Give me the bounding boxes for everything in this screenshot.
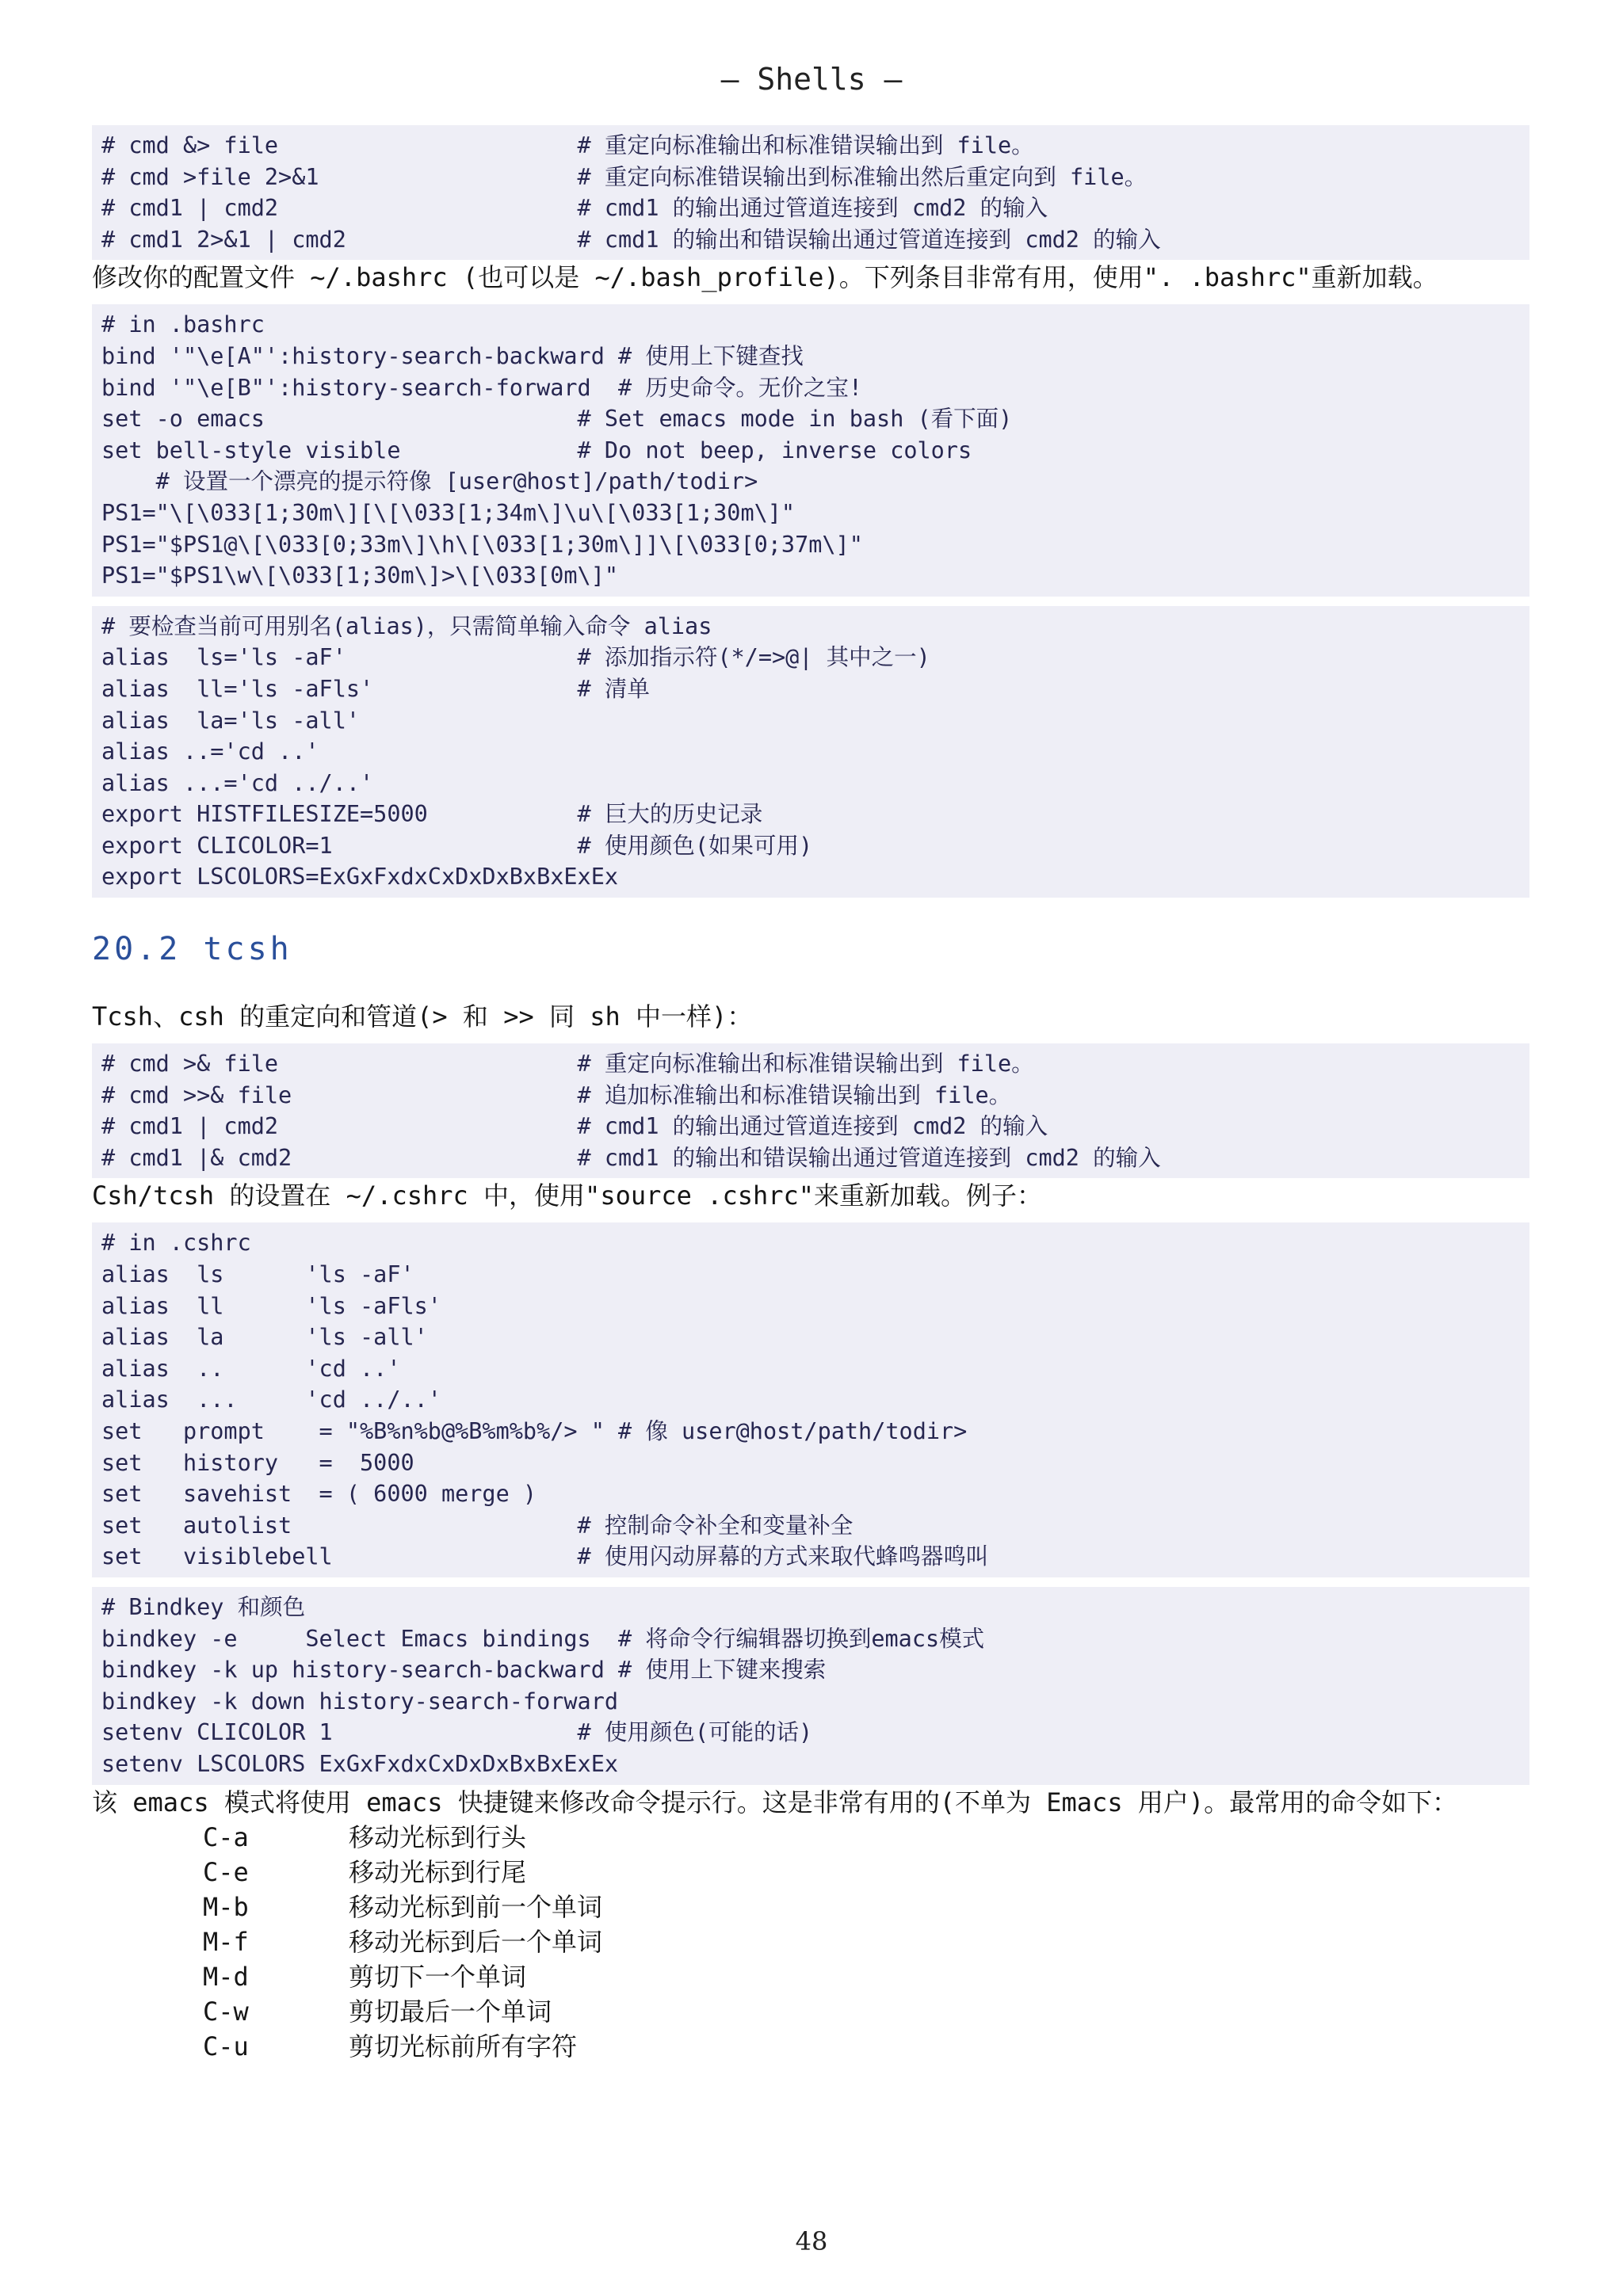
code-line: # cmd1 |& cmd2 # cmd1 的输出和错误输出通过管道连接到 cmd2 的输入 bbox=[101, 1144, 1161, 1171]
code-line: alias la 'ls -all' bbox=[101, 1324, 428, 1351]
code-line: alias ll='ls -aFls' # 清单 bbox=[101, 675, 650, 702]
code-line: export HISTFILESIZE=5000 # 巨大的历史记录 bbox=[101, 801, 763, 828]
key-binding-row bbox=[92, 1959, 1529, 1994]
emacs-key-list bbox=[92, 1820, 1529, 2064]
key-binding-description: 剪切光标前所有字符 bbox=[349, 2031, 578, 2061]
code-line: # cmd1 2>&1 | cmd2 # cmd1 的输出和错误输出通过管道连接到 cmd2 的输入 bbox=[101, 226, 1161, 253]
section-title: 20.2 tcsh bbox=[92, 931, 292, 968]
code-line: set visiblebell # 使用闪动屏幕的方式来取代蜂鸣器鸣叫 bbox=[101, 1543, 989, 1570]
code-line: PS1="\[\033[1;30m\][\[\033[1;34m\]\u\[\033[1;30m\]" bbox=[101, 499, 796, 526]
paragraph-emacs-mode: 该 emacs 模式将使用 emacs 快捷键来修改命令提示行。这是非常有用的(不单为 Emacs 用户)。最常用的命令如下： bbox=[92, 1787, 1458, 1817]
code-line: bind '"\e[B"':history-search-forward # 历史命令。无价之宝! bbox=[101, 374, 862, 401]
key-binding-row bbox=[92, 1890, 1529, 1924]
code-line: bindkey -k down history-search-forward bbox=[101, 1688, 619, 1714]
key-binding-key: C-w bbox=[203, 1996, 249, 2027]
page-number: 48 bbox=[795, 2226, 828, 2256]
code-block-bash-aliases bbox=[92, 606, 1529, 898]
code-line: # 设置一个漂亮的提示符像 [user@host]/path/todir> bbox=[101, 468, 758, 495]
key-binding-description: 移动光标到前一个单词 bbox=[349, 1891, 603, 1922]
key-binding-description: 移动光标到行头 bbox=[349, 1821, 527, 1852]
code-line: export CLICOLOR=1 # 使用颜色(如果可用) bbox=[101, 832, 813, 859]
code-line: alias ls 'ls -aF' bbox=[101, 1261, 414, 1288]
code-line: set prompt = "%B%n%b@%B%m%b%/> " # 像 user@host/path/todir> bbox=[101, 1418, 968, 1444]
code-line: # cmd >file 2>&1 # 重定向标准错误输出到标准输出然后重定向到 file。 bbox=[101, 163, 1148, 190]
key-binding-key: M-b bbox=[203, 1891, 249, 1922]
key-binding-description: 剪切下一个单词 bbox=[349, 1961, 527, 1992]
code-block-bindkey bbox=[92, 1587, 1529, 1785]
code-line: PS1="$PS1\w\[\033[1;30m\]>\[\033[0m\]" bbox=[101, 563, 619, 589]
code-line: alias ...='cd ../..' bbox=[101, 769, 374, 796]
code-block-bashrc bbox=[92, 304, 1529, 596]
key-binding-description: 移动光标到行尾 bbox=[349, 1856, 527, 1887]
key-binding-row bbox=[92, 1924, 1529, 1959]
key-binding-row bbox=[92, 2029, 1529, 2064]
code-line: # cmd1 | cmd2 # cmd1 的输出通过管道连接到 cmd2 的输入 bbox=[101, 195, 1048, 222]
key-binding-row bbox=[92, 1820, 1529, 1855]
code-line: alias la='ls -all' bbox=[101, 707, 361, 734]
paragraph-cshrc: Csh/tcsh 的设置在 ~/.cshrc 中，使用"source .cshrc"来重新加载。例子： bbox=[92, 1180, 1043, 1211]
code-line: export LSCOLORS=ExGxFxdxCxDxDxBxBxExEx bbox=[101, 864, 619, 891]
code-line: alias ..='cd ..' bbox=[101, 738, 319, 765]
key-binding-key: C-e bbox=[203, 1856, 249, 1887]
code-line: alias ls='ls -aF' # 添加指示符(*/=>@| 其中之一) bbox=[101, 644, 930, 671]
code-line: alias ll 'ls -aFls' bbox=[101, 1292, 441, 1319]
page-content bbox=[92, 125, 1529, 2064]
code-line: set savehist = ( 6000 merge ) bbox=[101, 1481, 537, 1508]
code-line: set -o emacs # Set emacs mode in bash (看下面) bbox=[101, 406, 1013, 433]
code-line: # Bindkey 和颜色 bbox=[101, 1593, 306, 1620]
code-line: alias ... 'cd ../..' bbox=[101, 1386, 441, 1413]
paragraph-bashrc: 修改你的配置文件 ~/.bashrc (也可以是 ~/.bash_profile)。下列条目非常有用，使用". .bashrc"重新加载。 bbox=[92, 262, 1438, 293]
code-line: # 要检查当前可用别名(alias)，只需简单输入命令 alias bbox=[101, 612, 712, 639]
code-line: # cmd &> file # 重定向标准输出和标准错误输出到 file。 bbox=[101, 132, 1034, 158]
page-header: — Shells — bbox=[720, 62, 903, 97]
paragraph-tcsh-redirect: Tcsh、csh 的重定向和管道(> 和 >> 同 sh 中一样)： bbox=[92, 1001, 753, 1032]
code-line: set autolist # 控制命令补全和变量补全 bbox=[101, 1512, 854, 1539]
code-line: # in .bashrc bbox=[101, 311, 265, 338]
code-line: # cmd >& file # 重定向标准输出和标准错误输出到 file。 bbox=[101, 1051, 1034, 1077]
key-binding-row bbox=[92, 1855, 1529, 1890]
code-block-sh-redirect bbox=[92, 125, 1529, 260]
code-line: alias .. 'cd ..' bbox=[101, 1355, 401, 1382]
code-line: bindkey -k up history-search-backward # 使用上下键来搜索 bbox=[101, 1657, 827, 1684]
code-line: PS1="$PS1@\[\033[0;33m\]\h\[\033[1;30m\]]\[\033[0;37m\]" bbox=[101, 531, 863, 558]
code-line: bindkey -e Select Emacs bindings # 将命令行编辑器切换到emacs模式 bbox=[101, 1625, 985, 1652]
code-line: # cmd >>& file # 追加标准输出和标准错误输出到 file。 bbox=[101, 1081, 1012, 1108]
key-binding-row bbox=[92, 1994, 1529, 2029]
code-block-cshrc bbox=[92, 1222, 1529, 1577]
key-binding-key: C-a bbox=[203, 1821, 249, 1852]
key-binding-key: M-f bbox=[203, 1926, 249, 1957]
code-line: set history = 5000 bbox=[101, 1449, 414, 1476]
key-binding-description: 移动光标到后一个单词 bbox=[349, 1926, 603, 1957]
code-line: setenv CLICOLOR 1 # 使用颜色(可能的话) bbox=[101, 1719, 813, 1746]
key-binding-key: M-d bbox=[203, 1961, 249, 1992]
code-line: set bell-style visible # Do not beep, inverse colors bbox=[101, 437, 972, 463]
code-line: # cmd1 | cmd2 # cmd1 的输出通过管道连接到 cmd2 的输入 bbox=[101, 1113, 1048, 1140]
key-binding-key: C-u bbox=[203, 2031, 249, 2061]
code-block-tcsh-redirect bbox=[92, 1043, 1529, 1178]
code-line: bind '"\e[A"':history-search-backward # 使用上下键查找 bbox=[101, 342, 804, 369]
code-line: setenv LSCOLORS ExGxFxdxCxDxDxBxBxExEx bbox=[101, 1750, 619, 1777]
key-binding-description: 剪切最后一个单词 bbox=[349, 1996, 552, 2027]
code-line: # in .cshrc bbox=[101, 1230, 251, 1257]
